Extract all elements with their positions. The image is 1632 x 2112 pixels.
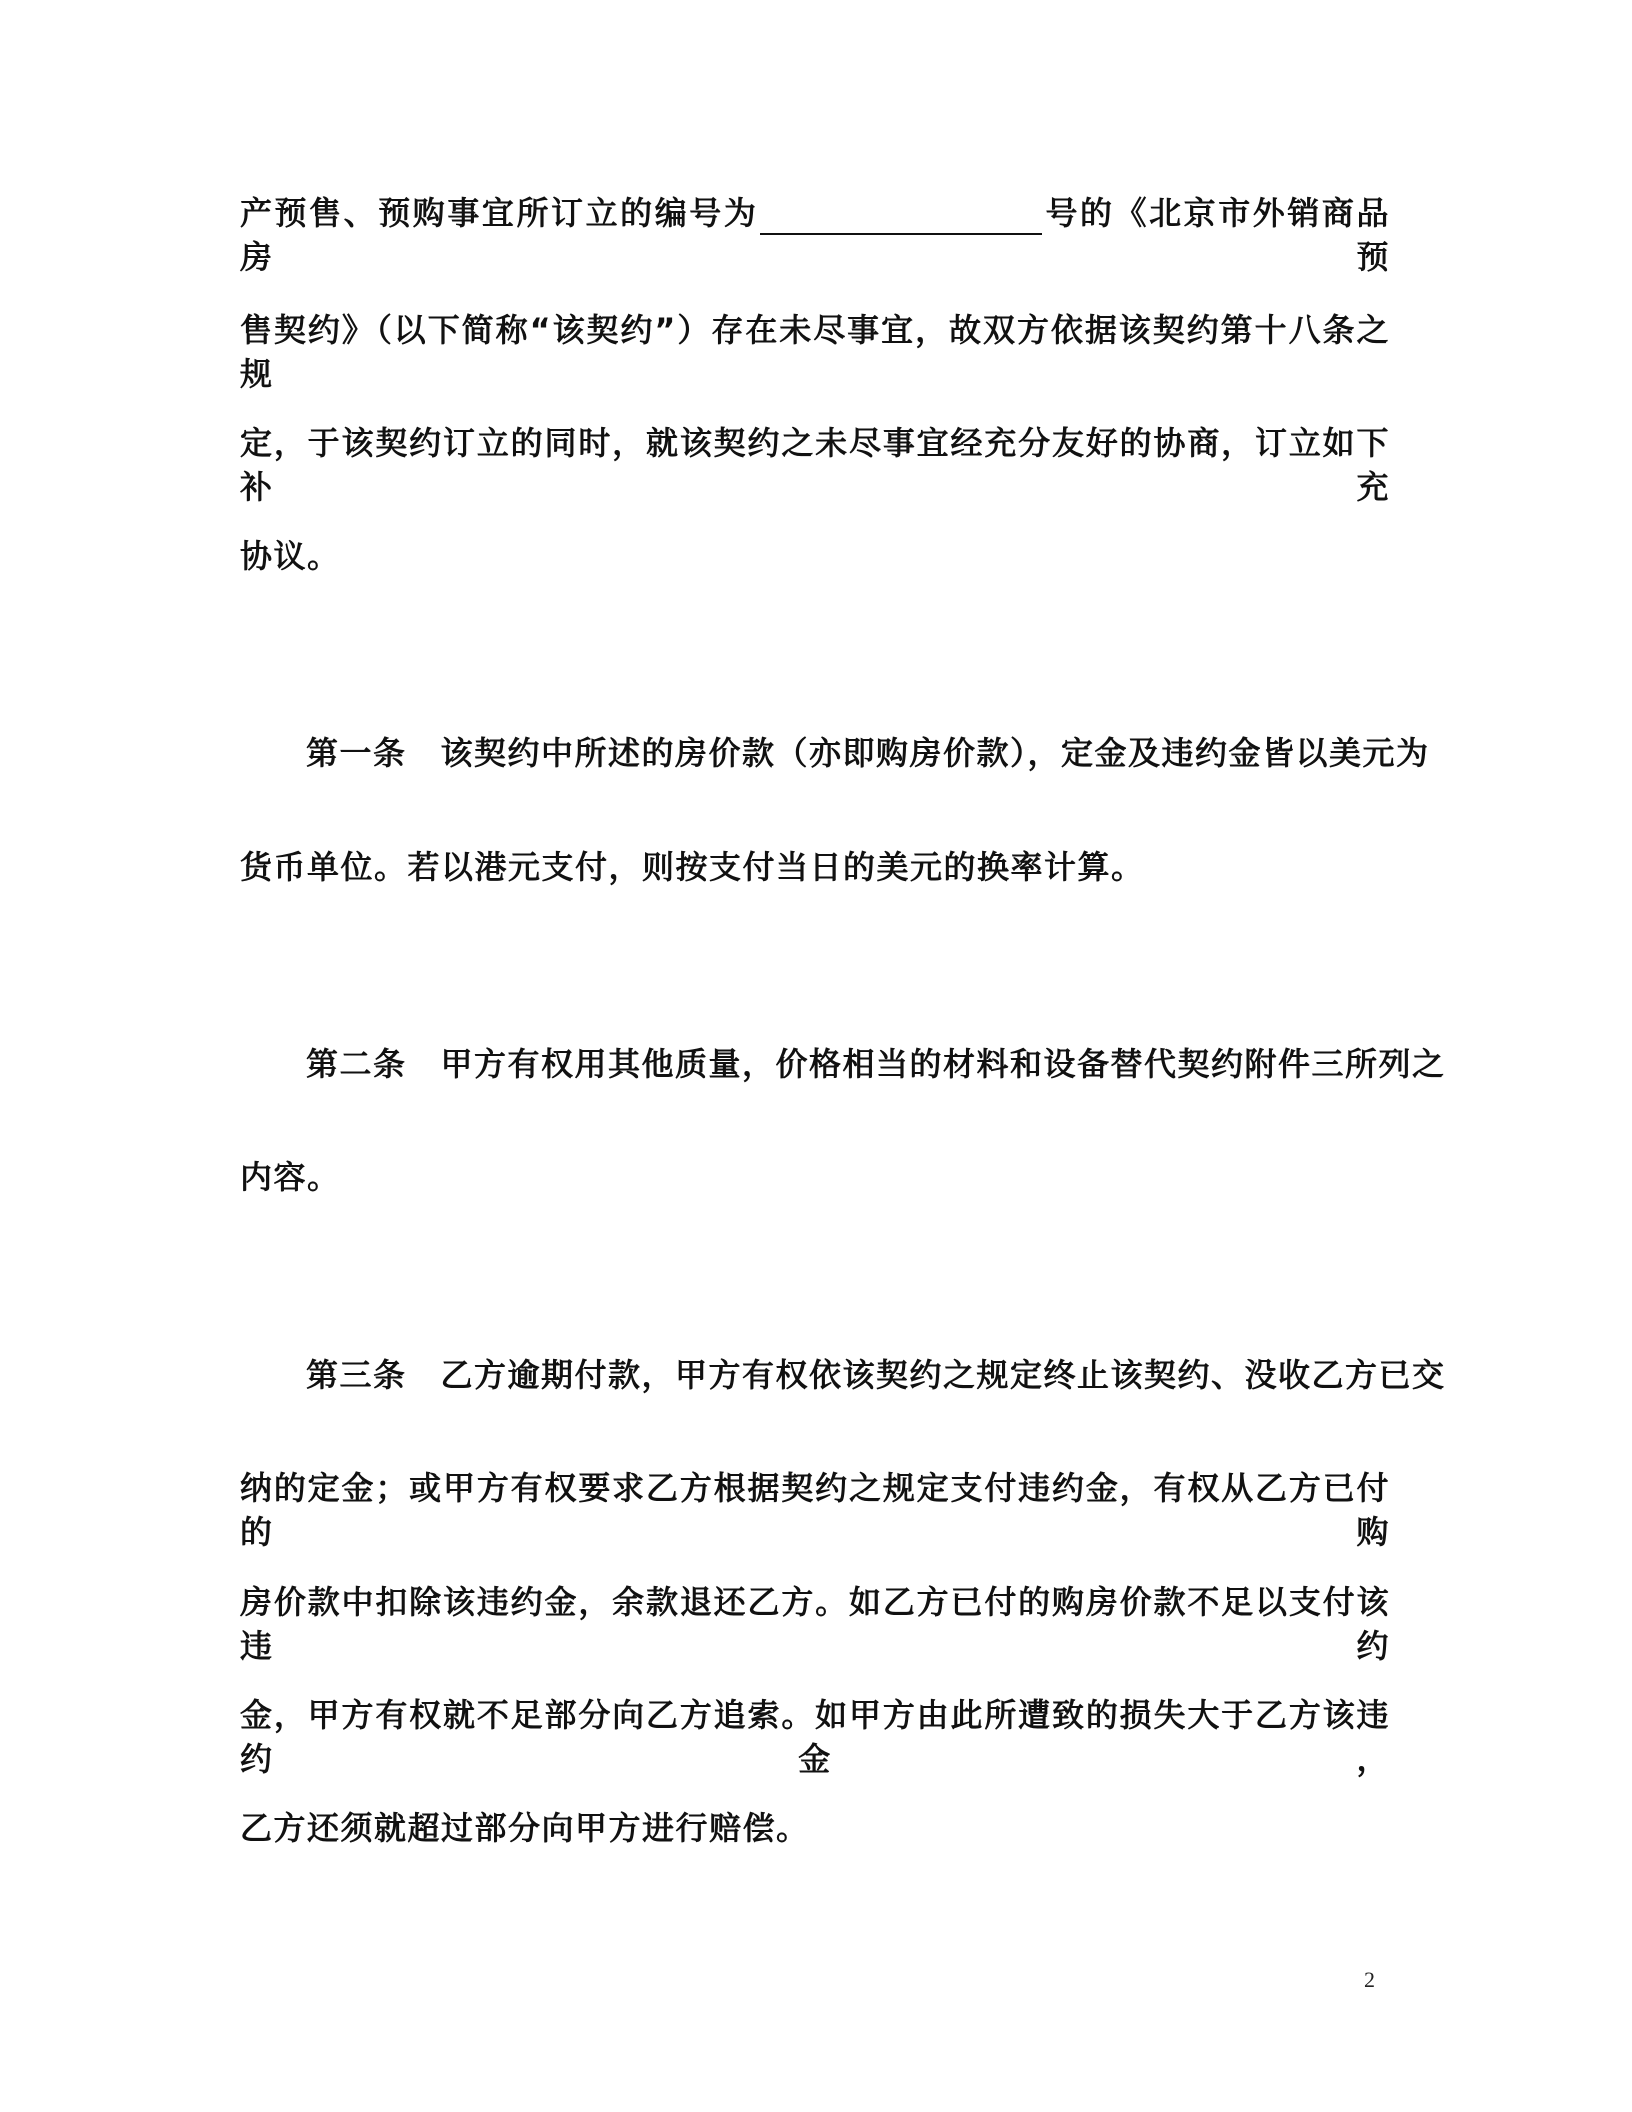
article-3-line-3: 房价款中扣除该违约金，余款退还乙方。如乙方已付的购房价款不足以支付该违约 [240, 1583, 1390, 1665]
article-2-line-1 [306, 1042, 1446, 1086]
intro-text-after-blank: 号的《北京市外销商品房预 [240, 194, 1390, 276]
page-number: 2 [1364, 1967, 1375, 1992]
article-1-title: 第一条 [306, 734, 407, 772]
article-3-line-2: 纳的定金；或甲方有权要求乙方根据契约之规定支付违约金，有权从乙方已付的购 [240, 1469, 1390, 1551]
article-1-text: 该契约中所述的房价款（亦即购房价款），定金及违约金皆以美元为 [440, 734, 1430, 772]
intro-line-2: 售契约》（以下简称“该契约”）存在未尽事宜，故双方依据该契约第十八条之规 [240, 311, 1390, 393]
intro-text-before-blank: 产预售、预购事宜所订立的编号为 [240, 194, 759, 232]
article-2-line-2: 内容。 [240, 1158, 341, 1196]
article-1-line-1 [306, 731, 1430, 775]
article-3-line-5: 乙方还须就超过部分向甲方进行赔偿。 [240, 1809, 810, 1847]
intro-line-3: 定，于该契约订立的同时，就该契约之未尽事宜经充分友好的协商，订立如下补充 [240, 424, 1390, 506]
article-3-line-4: 金，甲方有权就不足部分向乙方追索。如甲方由此所遭致的损失大于乙方该违约金， [240, 1696, 1390, 1778]
article-3-title: 第三条 [306, 1356, 407, 1394]
article-2-title: 第二条 [306, 1045, 407, 1083]
intro-line-1 [240, 191, 1390, 279]
article-2-text: 甲方有权用其他质量，价格相当的材料和设备替代契约附件三所列之 [440, 1045, 1446, 1083]
article-1-line-2: 货币单位。若以港元支付，则按支付当日的美元的换率计算。 [240, 848, 1145, 886]
article-3-line-1 [306, 1353, 1446, 1397]
article-3-text: 乙方逾期付款，甲方有权依该契约之规定终止该契约、没收乙方已交 [440, 1356, 1446, 1394]
intro-line-4: 协议。 [240, 537, 341, 575]
contract-number-blank [760, 199, 1042, 235]
